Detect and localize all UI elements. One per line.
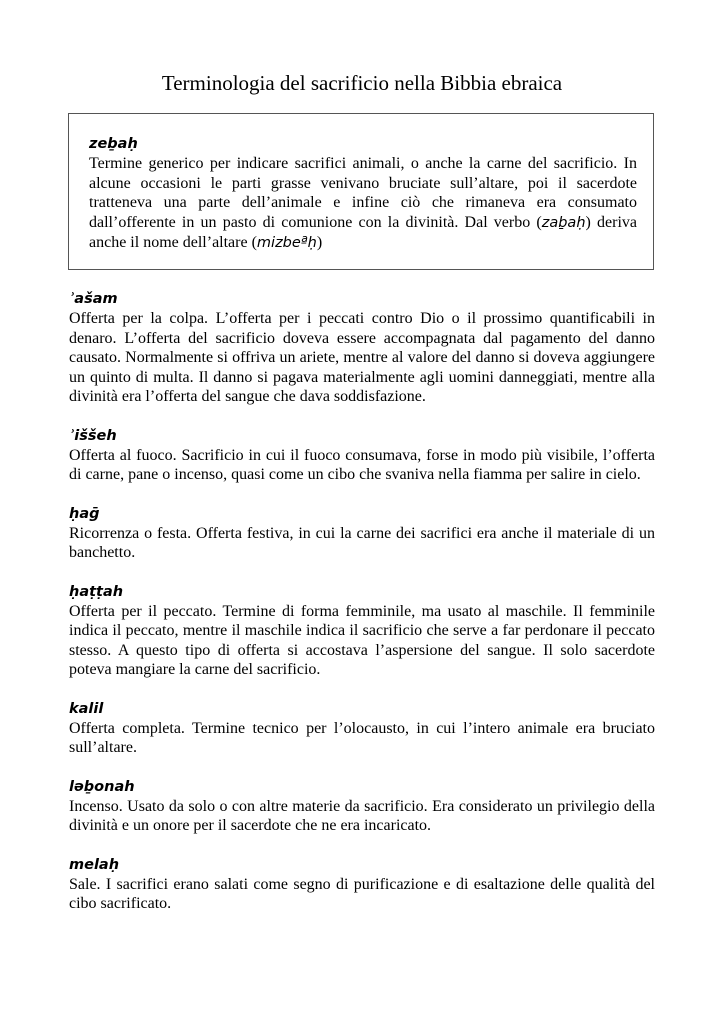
altar-term: mizbeªḥ	[256, 235, 317, 251]
entry-definition: Offerta per la colpa. L’offerta per i peccati contro Dio o il prossimo quantificabili in denaro. L’offerta del sacrificio doveva essere accompagnata dal pagamento del danno causato. Normalmente si offriva un ariete, mentre al valore del danno si doveva aggiungere un quinto di multa. Il danno si pagava materialmente agli uomini danneggiati, mentre alla divinità era l’offerta del sangue che dava soddisfazione.	[69, 310, 655, 405]
page-title: Terminologia del sacrificio nella Bibbia ebraica	[161, 71, 563, 95]
entry-definition: Offerta al fuoco. Sacrificio in cui il fuoco consumava, forse in modo più visibile, l’offerta di carne, pane o incenso, quasi come un cibo che svaniva nella fiamma per salire in cielo.	[69, 446, 655, 483]
definition-text-end: )	[316, 234, 323, 251]
boxed-entry	[68, 113, 654, 270]
entry-lebonah	[69, 777, 655, 836]
entry-isseh	[69, 426, 655, 485]
entry-term: kalil	[69, 700, 104, 717]
entry-hattah	[69, 582, 655, 680]
entry-kalil	[69, 699, 655, 758]
verb-term: zaḇaḥ	[541, 214, 586, 231]
entry-definition: Sale. I sacrifici erano salati come segno di purificazione e di esaltazione delle qualità del cibo sacrificato.	[69, 875, 655, 912]
definition-text-mid: ) deriva anche il nome dell’altare (	[89, 213, 637, 251]
entry-term: ḥaḡ	[69, 505, 100, 522]
entry-term: melaḥ	[69, 856, 120, 873]
entry-definition: Offerta per il peccato. Termine di forma femminile, ma usato al maschile. Il femminile indica il peccato, mentre il maschile indica il sacrificio che serve a far perdonare il peccato stesso. A questo tipo di offerta si accostava l’aspersione del sangue. Il solo sacerdote poteva mangiare la carne del sacrificio.	[69, 602, 655, 678]
entry-hag	[69, 504, 655, 563]
entry-term: ʾiššeh	[69, 427, 117, 444]
entry-definition: Incenso. Usato da solo o con altre materie da sacrificio. Era considerato un privilegio della divinità e un onore per il sacerdote che ne era incaricato.	[69, 797, 655, 834]
entry-term: ʾašam	[69, 291, 118, 307]
entry-asam	[69, 289, 655, 407]
entry-term: zeḇaḥ	[89, 136, 138, 152]
entry-zebah	[89, 134, 637, 254]
entry-term: ḥaṭṭah	[69, 583, 124, 600]
entry-definition	[89, 154, 637, 254]
definition-text: Termine generico per indicare sacrifici animali, o anche la carne del sacrificio. In alcune occasioni le parti grasse venivano bruciate sull’altare, poi il sacerdote tratteneva una parte dell’animale e infine ciò che rimaneva era consumato dall’offerente in un pasto di comunione con la divinità. Dal verbo (	[89, 155, 637, 231]
entry-definition: Ricorrenza o festa. Offerta festiva, in cui la carne dei sacrifici era anche il materiale di un banchetto.	[69, 524, 655, 561]
entry-melah	[69, 855, 655, 914]
entry-term: ləḇonah	[69, 778, 135, 795]
entry-list	[69, 289, 655, 933]
entry-definition: Offerta completa. Termine tecnico per l’olocausto, in cui l’intero animale era bruciato sull’altare.	[69, 719, 655, 756]
